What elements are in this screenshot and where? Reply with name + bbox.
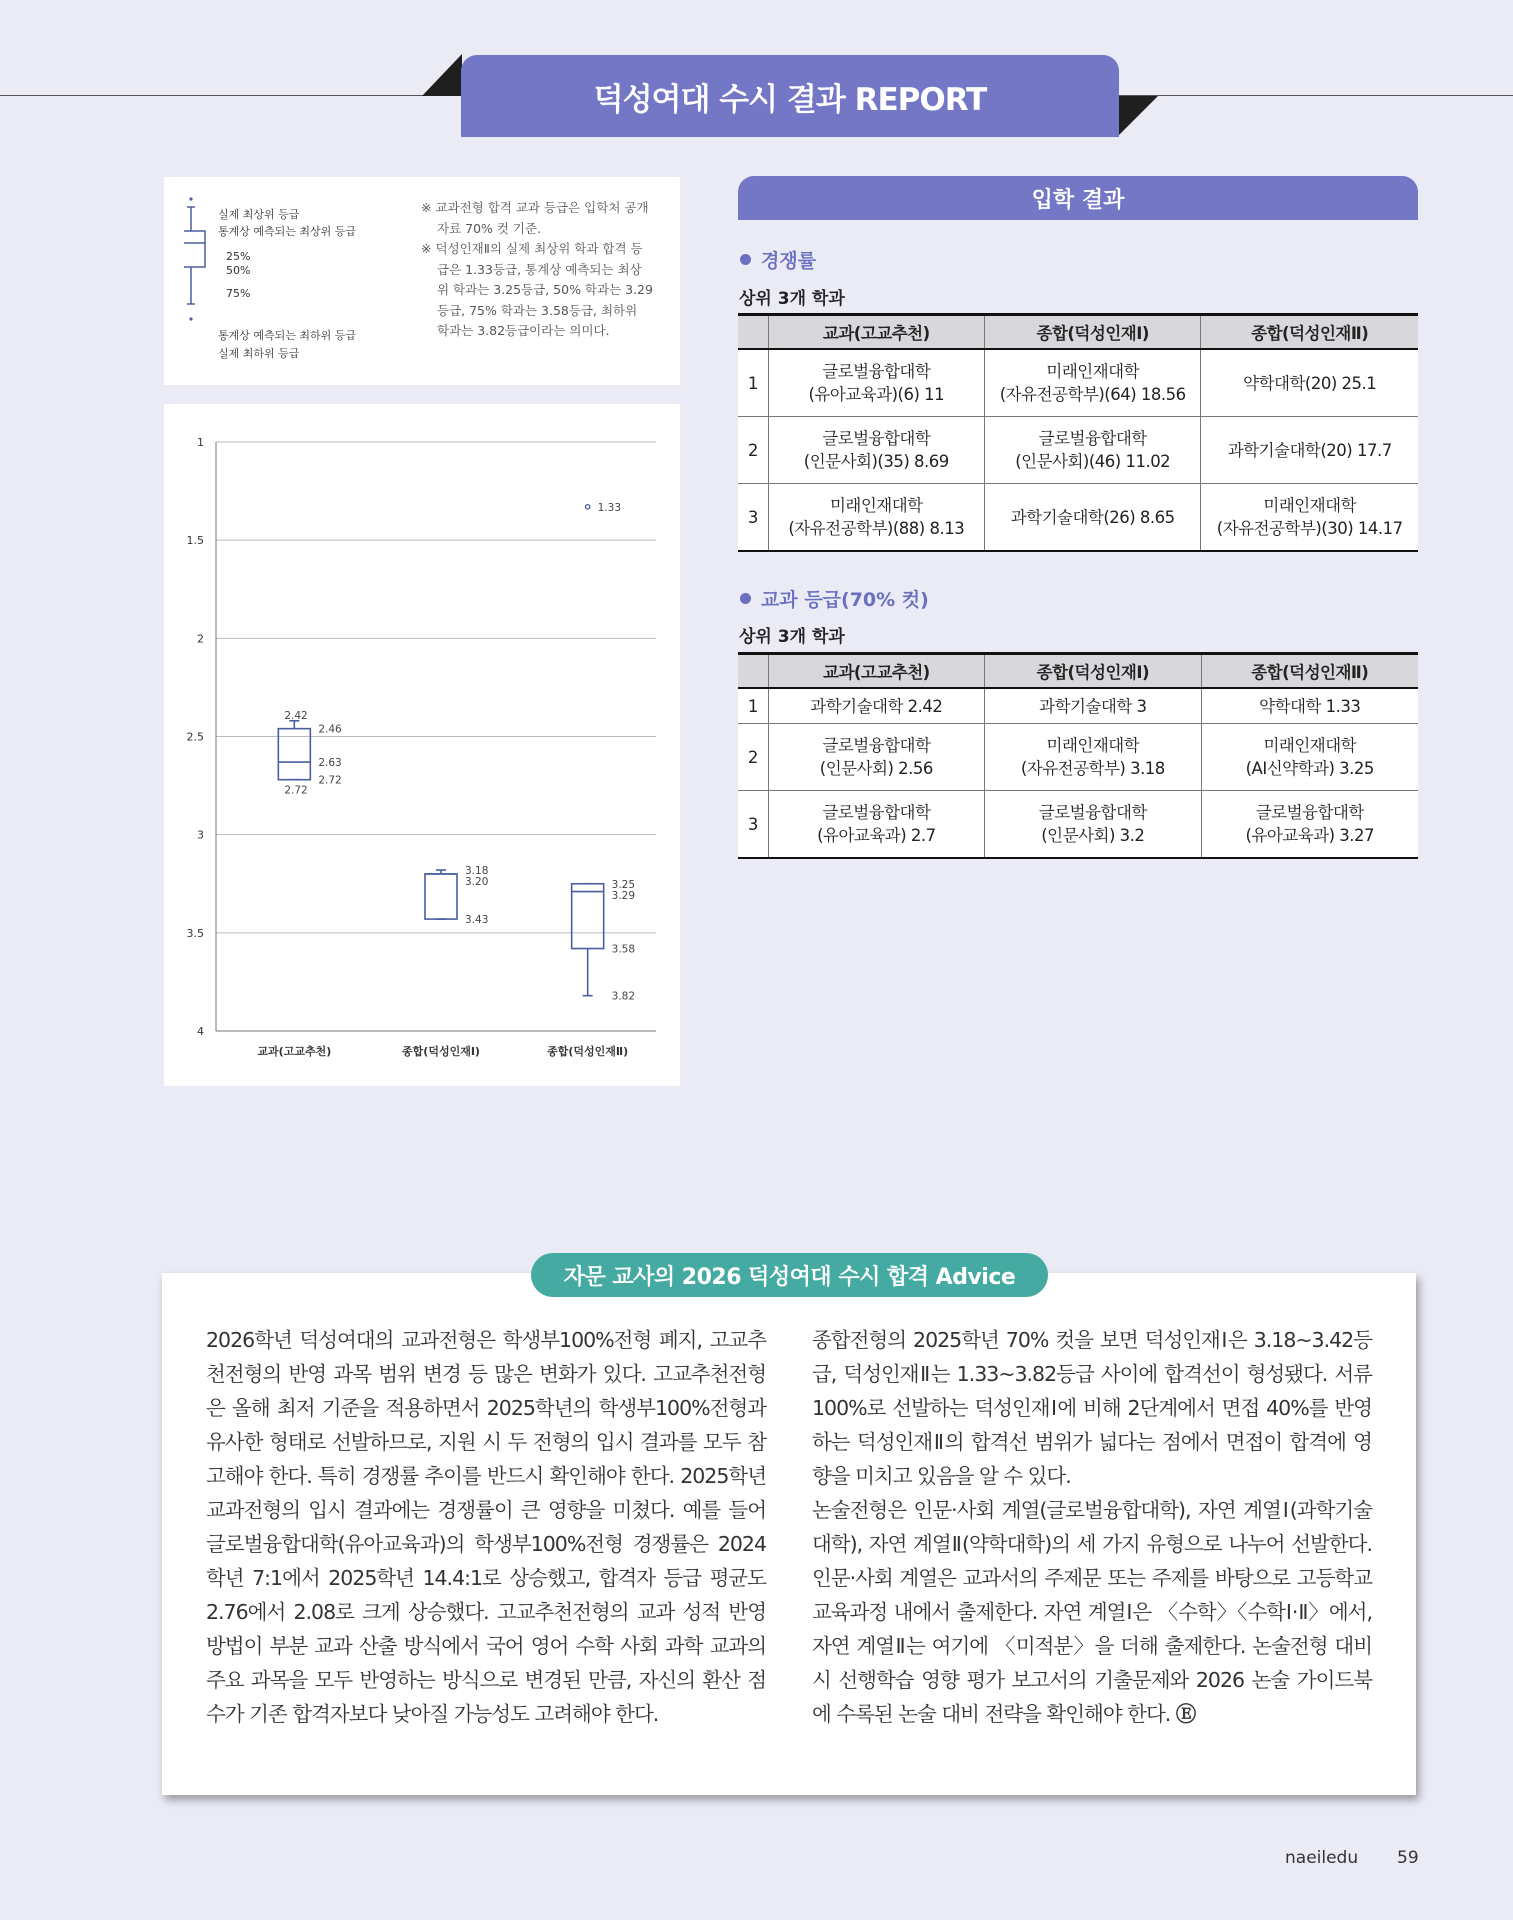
table-cell: 미래인재대학 (자유전공학부)(30) 14.17 [1201,484,1418,552]
data-label: 2.72 [284,784,308,797]
table-cell: 글로벌융합대학 (인문사회)(35) 8.69 [768,417,984,484]
data-label: 1.33 [597,501,622,514]
table-row [738,724,1418,791]
table-cell: 글로벌융합대학 (인문사회) 2.56 [768,724,984,791]
legend-expected-top: 통계상 예측되는 최상위 등급 [218,225,357,238]
competition-subtitle: 상위 3개 학과 [739,289,845,309]
legend-p25: 25% [226,250,251,263]
table-cell: 미래인재대학 (AI신약학과) 3.25 [1201,724,1418,791]
table-cell: 1 [738,349,768,417]
table-header-cell: 종합(덕성인재Ⅰ) [984,315,1201,350]
advice-paragraph: 종합전형의 2025학년 70% 컷을 보면 덕성인재Ⅰ은 3.18~3.42등급, 덕성인재Ⅱ는 1.33~3.82등급 사이에 합격선이 형성됐다. 서류 100%로 선발하는 덕성인재Ⅰ에 비해 2단계에서 면접 40%를 반영하는 덕성인재Ⅱ의 합격선 범위가 넓다는 점에서 면접이 합격에 영향을 미치고 있음을 알 수 있다. [812,1328,1372,1488]
table-cell: 약학대학 1.33 [1201,688,1418,724]
table-header-row [738,654,1418,689]
outlier-point [585,505,589,509]
bullet-icon [740,593,751,604]
data-label: 2.63 [318,757,342,770]
page-title: 덕성여대 수시 결과 REPORT [461,55,1119,137]
bullet-icon [740,254,751,265]
y-tick-label: 2 [197,632,204,646]
data-label: 2.46 [318,723,342,736]
table-cell: 과학기술대학(20) 17.7 [1201,417,1418,484]
legend-note: ※ 교과전형 합격 교과 등급은 입학처 공개 자료 70% 컷 기준. [421,200,649,236]
data-label: 2.72 [318,774,342,787]
y-tick-label: 1.5 [186,534,204,548]
table-cell: 글로벌융합대학 (인문사회) 3.2 [985,791,1201,859]
table-cell: 글로벌융합대학 (유아교육과) 2.7 [768,791,984,859]
table-header-cell: 종합(덕성인재Ⅱ) [1201,654,1418,689]
table-row [738,417,1418,484]
table-header-cell: 종합(덕성인재Ⅰ) [985,654,1201,689]
competition-section-title [740,246,816,273]
legend-note: ※ 덕성인재Ⅱ의 실제 최상위 학과 합격 등급은 1.33등급, 통계상 예측되는 최상위 학과는 3.25등급, 50% 학과는 3.29등급, 75% 학과는 3.58등급, 최하위 학과는 3.82등급이라는 의미다. [421,241,653,338]
x-tick-label: 교과(고교추천) [257,1045,332,1058]
boxplot-svg [164,404,680,1086]
grade-title-text: 교과 등급(70% 컷) [761,589,929,611]
table-row [738,688,1418,724]
table-cell: 미래인재대학 (자유전공학부)(88) 8.13 [768,484,984,552]
data-label: 3.43 [465,914,489,927]
legend-actual-top: 실제 최상위 등급 [218,208,300,221]
page-number: 59 [1397,1848,1419,1868]
table-header-row [738,315,1418,350]
footer-brand: naeiledu [1285,1848,1359,1868]
data-label: 3.20 [465,876,489,889]
competition-table [738,313,1418,552]
table-cell: 3 [738,791,768,859]
end-mark-icon: Ⓔ [1175,1702,1196,1726]
table-header-cell [738,315,768,350]
grade-section-title [740,585,929,612]
table-row [738,484,1418,552]
table-cell: 2 [738,724,768,791]
advice-left-column [206,1323,766,1731]
advice-paragraph-text: 논술전형은 인문·사회 계열(글로벌융합대학), 자연 계열Ⅰ(과학기술대학), 자연 계열Ⅱ(약학대학)의 세 가지 유형으로 나누어 선발한다. 인문·사회 계열은 교과서의 주제문 또는 주제를 바탕으로 고등학교 교육과정 내에서 출제한다. 자연 계열Ⅰ은 〈수학〉〈수학Ⅰ·Ⅱ〉에서, 자연 계열Ⅱ는 여기에 〈미적분〉을 더해 출제한다. 논술전형 대비 시 선행학습 영향 평가 보고서의 기출문제와 2026 논술 가이드북에 수록된 논술 대비 전략을 확인해야 한다. [812,1498,1372,1726]
table-cell: 글로벌융합대학 (유아교육과) 3.27 [1201,791,1418,859]
table-cell: 과학기술대학(26) 8.65 [984,484,1201,552]
x-tick-label: 종합(덕성인재Ⅰ) [402,1045,480,1058]
table-header-cell: 종합(덕성인재Ⅱ) [1201,315,1418,350]
y-tick-label: 1 [197,436,204,449]
data-label: 3.82 [611,990,636,1003]
data-label: 3.18 [465,865,489,878]
table-cell: 3 [738,484,768,552]
advice-right-column [812,1323,1372,1731]
table-cell: 1 [738,688,768,724]
results-tab: 입학 결과 [738,176,1418,220]
table-header-cell: 교과(고교추천) [768,315,984,350]
advice-title: 자문 교사의 2026 덕성여대 수시 합격 Advice [531,1253,1048,1297]
data-label: 2.42 [284,709,308,722]
data-label: 3.25 [611,878,636,891]
table-row [738,791,1418,859]
table-row [738,349,1418,417]
y-tick-label: 3 [197,828,204,842]
legend-notes [421,198,653,342]
legend-actual-bottom: 실제 최하위 등급 [218,347,300,360]
table-cell: 미래인재대학 (자유전공학부) 3.18 [985,724,1201,791]
data-label: 3.58 [611,943,636,956]
y-tick-label: 3.5 [186,926,204,940]
y-tick-label: 2.5 [186,730,204,744]
table-cell: 과학기술대학 2.42 [768,688,984,724]
legend-expected-bottom: 통계상 예측되는 최하위 등급 [218,329,357,342]
advice-paragraph: 2026학년 덕성여대의 교과전형은 학생부100%전형 폐지, 고교추천전형의 반영 과목 범위 변경 등 많은 변화가 있다. 고교추천전형은 올해 최저 기준을 적용하면서 2025학년의 학생부100%전형과 유사한 형태로 선발하므로, 지원 시 두 전형의 입시 결과를 모두 참고해야 한다. 특히 경쟁률 추이를 반드시 확인해야 한다. 2025학년 교과전형의 입시 결과에는 경쟁률이 큰 영향을 미쳤다. 예를 들어 글로벌융합대학(유아교육과)의 학생부100%전형 경쟁률은 2024학년 7:1에서 2025학년 14.4:1로 상승했고, 합격자 등급 평균도 2.76에서 2.08로 크게 상승했다. 고교추천전형의 교과 성적 반영 방법이 부분 교과 산출 방식에서 국어 영어 수학 사회 과학 교과의 주요 과목을 모두 반영하는 방식으로 변경된 만큼, 자신의 환산 점수가 기존 합격자보다 낮아질 가능성도 고려해야 한다. [206,1328,766,1726]
boxplot-chart [164,404,680,1086]
advice-paragraph [812,1493,1372,1731]
box [425,874,457,919]
grade-subtitle: 상위 3개 학과 [739,627,845,647]
legend-p50: 50% [226,264,251,277]
competition-title-text: 경쟁률 [761,250,817,272]
data-label: 3.29 [611,889,636,902]
x-tick-label: 종합(덕성인재Ⅱ) [547,1045,629,1058]
y-tick-label: 4 [197,1025,204,1038]
table-header-cell: 교과(고교추천) [768,654,984,689]
table-cell: 글로벌융합대학 (유아교육과)(6) 11 [768,349,984,417]
chart-legend [164,177,680,385]
banner-corner-left [422,54,462,96]
banner-corner-right [1118,96,1158,136]
table-cell: 2 [738,417,768,484]
table-cell: 약학대학(20) 25.1 [1201,349,1418,417]
box [572,884,604,949]
table-cell: 과학기술대학 3 [985,688,1201,724]
legend-p75: 75% [226,287,251,300]
table-header-cell [738,654,768,689]
table-cell: 글로벌융합대학 (인문사회)(46) 11.02 [984,417,1201,484]
grade-table [738,652,1418,859]
table-cell: 미래인재대학 (자유전공학부)(64) 18.56 [984,349,1201,417]
